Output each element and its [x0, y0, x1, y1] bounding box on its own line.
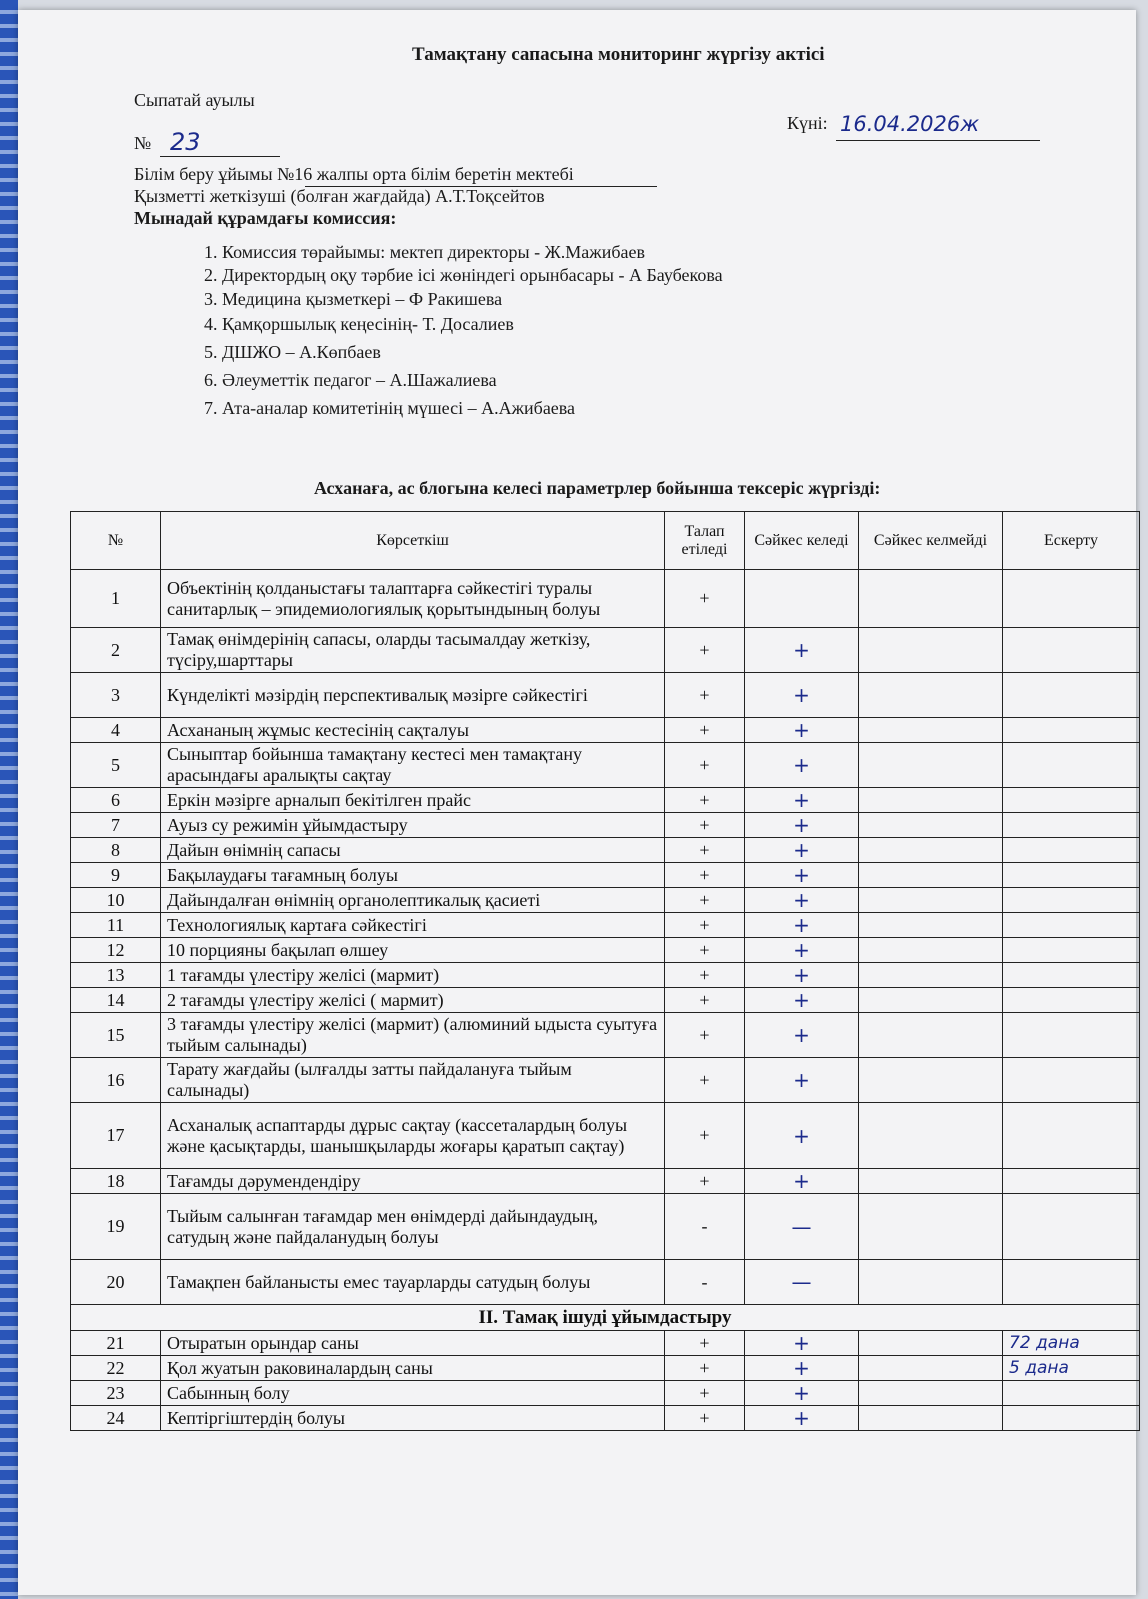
row-number: 17 — [71, 1103, 161, 1169]
number-value: 23 — [170, 128, 201, 156]
row-noncompliant — [859, 1194, 1003, 1260]
row-note — [1003, 788, 1140, 813]
row-number: 8 — [71, 838, 161, 863]
row-required: + — [665, 1381, 745, 1406]
row-note — [1003, 1103, 1140, 1169]
row-note — [1003, 888, 1140, 913]
row-noncompliant — [859, 628, 1003, 673]
row-indicator: Отыратын орындар саны — [161, 1331, 665, 1356]
row-number: 5 — [71, 743, 161, 788]
row-required: - — [665, 1260, 745, 1305]
row-indicator: Ауыз су режимін ұйымдастыру — [161, 813, 665, 838]
member-6: 6. Әлеуметтік педагог – А.Шажалиева — [204, 370, 497, 390]
table-row — [71, 838, 1140, 863]
row-required: + — [665, 863, 745, 888]
row-compliant: + — [745, 743, 859, 788]
row-compliant: + — [745, 863, 859, 888]
row-indicator: 1 тағамды үлестіру желісі (мармит) — [161, 963, 665, 988]
row-indicator: Күнделікті мәзірдің перспективалық мәзірге сәйкестігі — [161, 673, 665, 718]
table-row — [71, 1169, 1140, 1194]
row-noncompliant — [859, 718, 1003, 743]
row-number: 13 — [71, 963, 161, 988]
row-compliant: + — [745, 788, 859, 813]
row-compliant: + — [745, 718, 859, 743]
row-number: 7 — [71, 813, 161, 838]
row-noncompliant — [859, 673, 1003, 718]
table-row — [71, 1406, 1140, 1431]
row-compliant: + — [745, 888, 859, 913]
header-indicator: Көрсеткіш — [161, 512, 665, 570]
row-compliant: + — [745, 913, 859, 938]
row-compliant: + — [745, 813, 859, 838]
row-noncompliant — [859, 863, 1003, 888]
row-number: 3 — [71, 673, 161, 718]
number-label: № — [134, 133, 152, 153]
row-noncompliant — [859, 1058, 1003, 1103]
table-heading: Асханаға, ас блогына келесі параметрлер бойынша тексеріс жүргізді: — [314, 478, 881, 498]
row-noncompliant — [859, 570, 1003, 628]
row-noncompliant — [859, 988, 1003, 1013]
row-note — [1003, 988, 1140, 1013]
row-number: 12 — [71, 938, 161, 963]
row-number: 23 — [71, 1381, 161, 1406]
table-row — [71, 673, 1140, 718]
row-note — [1003, 1260, 1140, 1305]
member-4: 4. Қамқоршылық кеңесінің- Т. Досалиев — [204, 314, 514, 334]
row-required: + — [665, 913, 745, 938]
row-number: 22 — [71, 1356, 161, 1381]
row-indicator: Еркін мәзірге арналып бекітілген прайс — [161, 788, 665, 813]
table-row — [71, 963, 1140, 988]
table-body — [71, 570, 1140, 1431]
row-compliant: + — [745, 673, 859, 718]
row-noncompliant — [859, 1013, 1003, 1058]
row-compliant: + — [745, 988, 859, 1013]
row-noncompliant — [859, 1169, 1003, 1194]
header-noncompliant: Сәйкес келмейді — [859, 512, 1003, 570]
row-indicator: 2 тағамды үлестіру желісі ( мармит) — [161, 988, 665, 1013]
row-required: + — [665, 988, 745, 1013]
document-title: Тамақтану сапасына мониторинг жүргізу актісі — [412, 44, 825, 65]
row-noncompliant — [859, 788, 1003, 813]
row-compliant — [745, 570, 859, 628]
row-number: 11 — [71, 913, 161, 938]
row-required: + — [665, 1013, 745, 1058]
row-note — [1003, 1194, 1140, 1260]
row-indicator: Кептіргіштердің болуы — [161, 1406, 665, 1431]
table-row — [71, 743, 1140, 788]
header-compliant: Сәйкес келеді — [745, 512, 859, 570]
row-indicator: Дайындалған өнімнің органолептикалық қасиеті — [161, 888, 665, 913]
row-required: + — [665, 1103, 745, 1169]
supplier-line: Қызметті жеткізуші (болған жағдайда) А.Т.Тоқсейтов — [134, 186, 545, 206]
row-required: + — [665, 838, 745, 863]
row-noncompliant — [859, 813, 1003, 838]
row-noncompliant — [859, 963, 1003, 988]
row-noncompliant — [859, 838, 1003, 863]
row-compliant: + — [745, 838, 859, 863]
row-number: 1 — [71, 570, 161, 628]
row-note: 72 дана — [1003, 1331, 1140, 1356]
row-noncompliant — [859, 1260, 1003, 1305]
row-note — [1003, 863, 1140, 888]
row-noncompliant — [859, 938, 1003, 963]
date-value: 16.04.2026ж — [840, 112, 980, 136]
row-required: + — [665, 718, 745, 743]
row-compliant: + — [745, 1406, 859, 1431]
row-compliant: + — [745, 1331, 859, 1356]
row-note — [1003, 838, 1140, 863]
table-row — [71, 888, 1140, 913]
commission-heading: Мынадай құрамдағы комиссия: — [134, 208, 397, 228]
row-number: 24 — [71, 1406, 161, 1431]
row-required: + — [665, 938, 745, 963]
row-note — [1003, 1169, 1140, 1194]
table-row — [71, 1103, 1140, 1169]
table-row — [71, 1013, 1140, 1058]
section-row — [71, 1305, 1140, 1331]
row-indicator: Сыныптар бойынша тамақтану кестесі мен тамақтану арасындағы аралықты сақтау — [161, 743, 665, 788]
row-required: + — [665, 963, 745, 988]
row-required: + — [665, 1406, 745, 1431]
row-indicator: Бақылаудағы тағамның болуы — [161, 863, 665, 888]
row-noncompliant — [859, 1381, 1003, 1406]
member-2: 2. Директордың оқу тәрбие ісі жөніндегі орынбасары - А Баубекова — [204, 265, 723, 285]
member-7: 7. Ата-аналар комитетінің мүшесі – А.Ажибаева — [204, 398, 576, 418]
member-3: 3. Медицина қызметкері – Ф Ракишева — [204, 289, 503, 309]
row-compliant: + — [745, 1169, 859, 1194]
row-number: 10 — [71, 888, 161, 913]
row-indicator: Тарату жағдайы (ылғалды затты пайдалануға тыйым салынады) — [161, 1058, 665, 1103]
header-note: Ескерту — [1003, 512, 1140, 570]
row-required: + — [665, 743, 745, 788]
section-title: II. Тамақ ішуді ұйымдастыру — [71, 1305, 1140, 1331]
table-row — [71, 788, 1140, 813]
row-number: 20 — [71, 1260, 161, 1305]
row-required: + — [665, 1058, 745, 1103]
row-indicator: Асханалық аспаптарды дұрыс сақтау (кассеталардың болуы және қасықтарды, шанышқыларды жоғары қаратып сақтау) — [161, 1103, 665, 1169]
row-required: - — [665, 1194, 745, 1260]
table-row — [71, 813, 1140, 838]
row-note: 5 дана — [1003, 1356, 1140, 1381]
row-noncompliant — [859, 888, 1003, 913]
row-compliant: + — [745, 1356, 859, 1381]
row-compliant: — — [745, 1260, 859, 1305]
row-note — [1003, 1406, 1140, 1431]
table-row — [71, 1194, 1140, 1260]
row-note — [1003, 963, 1140, 988]
row-note — [1003, 570, 1140, 628]
row-note — [1003, 1013, 1140, 1058]
row-noncompliant — [859, 743, 1003, 788]
row-noncompliant — [859, 913, 1003, 938]
table-row — [71, 1356, 1140, 1381]
date-label: Күні: — [787, 113, 828, 133]
row-required: + — [665, 1169, 745, 1194]
row-indicator: 10 порцияны бақылап өлшеу — [161, 938, 665, 963]
row-note — [1003, 1058, 1140, 1103]
table-row — [71, 1058, 1140, 1103]
table-row — [71, 628, 1140, 673]
row-compliant: + — [745, 1058, 859, 1103]
row-indicator: Тағамды дәрумендендіру — [161, 1169, 665, 1194]
row-noncompliant — [859, 1406, 1003, 1431]
row-note — [1003, 743, 1140, 788]
row-indicator: Асхананың жұмыс кестесінің сақталуы — [161, 718, 665, 743]
row-compliant: + — [745, 938, 859, 963]
row-note — [1003, 1381, 1140, 1406]
row-number: 21 — [71, 1331, 161, 1356]
row-number: 19 — [71, 1194, 161, 1260]
row-compliant: + — [745, 1381, 859, 1406]
row-indicator: Дайын өнімнің сапасы — [161, 838, 665, 863]
row-noncompliant — [859, 1356, 1003, 1381]
row-required: + — [665, 1356, 745, 1381]
inspection-table — [70, 511, 1140, 1431]
row-number: 14 — [71, 988, 161, 1013]
row-required: + — [665, 570, 745, 628]
row-compliant: + — [745, 1013, 859, 1058]
village-name: Сыпатай ауылы — [134, 90, 255, 110]
table-row — [71, 1381, 1140, 1406]
table-row — [71, 570, 1140, 628]
row-indicator: Сабынның болу — [161, 1381, 665, 1406]
row-indicator: Тамақпен байланысты емес тауарларды сатудың болуы — [161, 1260, 665, 1305]
table-row — [71, 718, 1140, 743]
row-required: + — [665, 1331, 745, 1356]
number-underline — [160, 156, 280, 157]
row-note — [1003, 673, 1140, 718]
table-row — [71, 913, 1140, 938]
row-number: 15 — [71, 1013, 161, 1058]
row-compliant: + — [745, 1103, 859, 1169]
table-row — [71, 863, 1140, 888]
row-noncompliant — [859, 1331, 1003, 1356]
member-1: 1. Комиссия төрайымы: мектеп директоры - Ж.Мажибаев — [204, 242, 645, 262]
row-note — [1003, 628, 1140, 673]
row-note — [1003, 938, 1140, 963]
row-number: 9 — [71, 863, 161, 888]
row-indicator: Объектінің қолданыстағы талаптарға сәйкестігі туралы санитарлық – эпидемиологиялық қорытындының болуы — [161, 570, 665, 628]
binder-edge — [0, 0, 18, 1599]
table-row — [71, 1331, 1140, 1356]
row-indicator: Технологиялық картаға сәйкестігі — [161, 913, 665, 938]
row-compliant: — — [745, 1194, 859, 1260]
row-note — [1003, 813, 1140, 838]
table-header-row — [71, 512, 1140, 570]
row-compliant: + — [745, 628, 859, 673]
header-num: № — [71, 512, 161, 570]
row-required: + — [665, 788, 745, 813]
row-number: 4 — [71, 718, 161, 743]
row-note — [1003, 913, 1140, 938]
row-number: 2 — [71, 628, 161, 673]
row-note — [1003, 718, 1140, 743]
row-required: + — [665, 813, 745, 838]
header-required: Талап етіледі — [665, 512, 745, 570]
row-indicator: Тамақ өнімдерінің сапасы, оларды тасымалдау жеткізу, түсіру,шарттары — [161, 628, 665, 673]
row-required: + — [665, 628, 745, 673]
table-row — [71, 1260, 1140, 1305]
table-row — [71, 938, 1140, 963]
date-underline — [836, 140, 1040, 141]
member-5: 5. ДШЖО – А.Көпбаев — [204, 342, 381, 362]
row-noncompliant — [859, 1103, 1003, 1169]
row-number: 6 — [71, 788, 161, 813]
row-number: 16 — [71, 1058, 161, 1103]
row-indicator: Қол жуатын раковиналардың саны — [161, 1356, 665, 1381]
row-indicator: 3 тағамды үлестіру желісі (мармит) (алюминий ыдыста суытуға тыйым салынады) — [161, 1013, 665, 1058]
row-compliant: + — [745, 963, 859, 988]
row-number: 18 — [71, 1169, 161, 1194]
row-required: + — [665, 673, 745, 718]
school-line: Білім беру ұйымы №16 жалпы орта білім беретін мектебі — [134, 164, 574, 184]
row-required: + — [665, 888, 745, 913]
table-row — [71, 988, 1140, 1013]
row-indicator: Тыйым салынған тағамдар мен өнімдерді дайындаудың, сатудың және пайдаланудың болуы — [161, 1194, 665, 1260]
